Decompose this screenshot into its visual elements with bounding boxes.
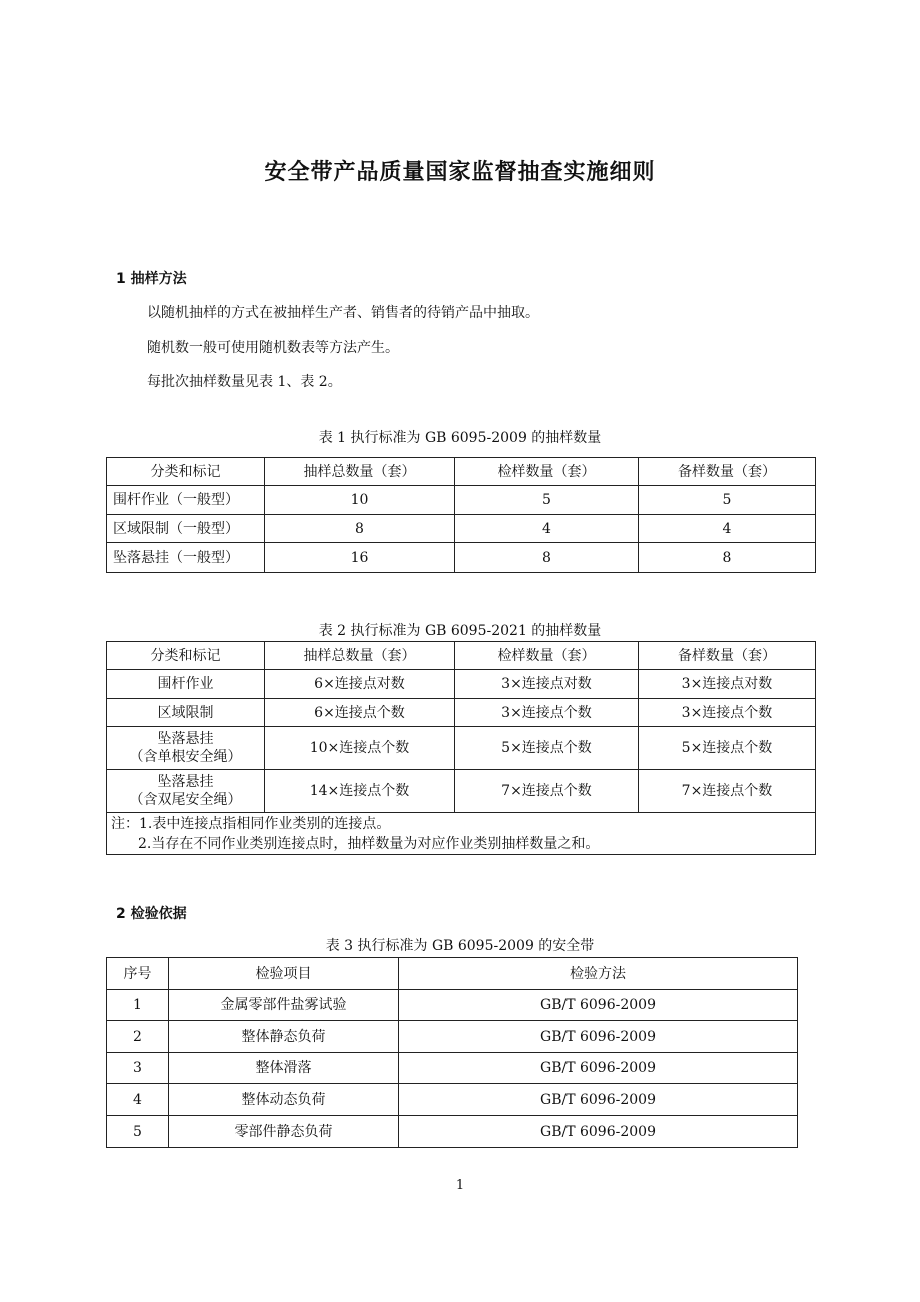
table-cell: 整体动态负荷 xyxy=(169,1084,399,1116)
table-cell: 5 xyxy=(639,486,816,515)
table-cell: 16 xyxy=(265,543,455,573)
table-1-header-test: 检样数量（套） xyxy=(455,458,639,486)
table-cell: 坠落悬挂（一般型） xyxy=(107,543,265,573)
table-row xyxy=(107,990,798,1021)
table-cell: 10×连接点个数 xyxy=(265,727,455,770)
table-1-header-category: 分类和标记 xyxy=(107,458,265,486)
table-row xyxy=(107,1053,798,1084)
note-1: 注：1.表中连接点指相同作业类别的连接点。 xyxy=(111,815,391,832)
table-row xyxy=(107,670,816,699)
document-title: 安全带产品质量国家监督抽查实施细则 xyxy=(264,160,656,185)
table-cell: 6×连接点个数 xyxy=(265,699,455,727)
table-1-caption: 表 1 执行标准为 GB 6095-2009 的抽样数量 xyxy=(318,430,602,446)
table-cell: 14×连接点个数 xyxy=(265,770,455,813)
table-cell: 5 xyxy=(455,486,639,515)
table-cell: GB/T 6096-2009 xyxy=(399,1116,798,1148)
table-cell: GB/T 6096-2009 xyxy=(399,1053,798,1084)
table-2-header-row xyxy=(107,642,816,670)
table-3-header-method: 检验方法 xyxy=(399,958,798,990)
table-cell: 围杆作业 xyxy=(107,670,265,699)
table-2-header-reserve: 备样数量（套） xyxy=(639,642,816,670)
table-cell: GB/T 6096-2009 xyxy=(399,990,798,1021)
paragraph-3: 每批次抽样数量见表 1、表 2。 xyxy=(147,374,342,390)
table-cell: 8 xyxy=(265,515,455,543)
table-3 xyxy=(106,957,798,1148)
table-cell: 零部件静态负荷 xyxy=(169,1116,399,1148)
table-cell: 5×连接点个数 xyxy=(639,727,816,770)
table-cell: GB/T 6096-2009 xyxy=(399,1021,798,1053)
table-3-header-index: 序号 xyxy=(107,958,169,990)
table-2-header-test: 检样数量（套） xyxy=(455,642,639,670)
section-1-heading: 1 抽样方法 xyxy=(116,271,187,287)
table-3-header-item: 检验项目 xyxy=(169,958,399,990)
paragraph-2: 随机数一般可使用随机数表等方法产生。 xyxy=(147,340,399,356)
table-cell xyxy=(107,727,265,770)
page-number: 1 xyxy=(455,1178,465,1193)
table-1-header-total: 抽样总数量（套） xyxy=(265,458,455,486)
table-cell: 3×连接点对数 xyxy=(455,670,639,699)
category-line-2: （含双尾安全绳） xyxy=(129,792,242,808)
table-cell: 3 xyxy=(107,1053,169,1084)
table-cell: 区域限制（一般型） xyxy=(107,515,265,543)
table-cell: 整体静态负荷 xyxy=(169,1021,399,1053)
table-cell: 2 xyxy=(107,1021,169,1053)
table-2-header-total: 抽样总数量（套） xyxy=(265,642,455,670)
table-cell: 3×连接点个数 xyxy=(639,699,816,727)
table-3-caption: 表 3 执行标准为 GB 6095-2009 的安全带 xyxy=(325,938,595,954)
category-line-2: （含单根安全绳） xyxy=(129,749,242,765)
table-row xyxy=(107,770,816,813)
table-cell: 8 xyxy=(639,543,816,573)
table-cell: 7×连接点个数 xyxy=(455,770,639,813)
paragraph-1: 以随机抽样的方式在被抽样生产者、销售者的待销产品中抽取。 xyxy=(147,305,539,321)
table-cell: 4 xyxy=(455,515,639,543)
table-1-header-reserve: 备样数量（套） xyxy=(639,458,816,486)
table-row xyxy=(107,727,816,770)
table-row xyxy=(107,486,816,515)
category-line-1: 坠落悬挂 xyxy=(157,774,214,790)
table-cell: 3×连接点个数 xyxy=(455,699,639,727)
table-cell: 3×连接点对数 xyxy=(639,670,816,699)
table-row xyxy=(107,543,816,573)
table-2 xyxy=(106,641,816,855)
table-cell: 8 xyxy=(455,543,639,573)
table-row xyxy=(107,515,816,543)
table-row xyxy=(107,1084,798,1116)
table-cell: 5 xyxy=(107,1116,169,1148)
table-row xyxy=(107,1116,798,1148)
table-cell: 1 xyxy=(107,990,169,1021)
table-3-header-row xyxy=(107,958,798,990)
table-2-caption: 表 2 执行标准为 GB 6095-2021 的抽样数量 xyxy=(318,623,602,639)
table-row xyxy=(107,699,816,727)
table-cell: GB/T 6096-2009 xyxy=(399,1084,798,1116)
table-1 xyxy=(106,457,816,573)
table-cell: 4 xyxy=(107,1084,169,1116)
table-cell: 7×连接点个数 xyxy=(639,770,816,813)
note-2: 2.当存在不同作业类别连接点时，抽样数量为对应作业类别抽样数量之和。 xyxy=(138,835,600,852)
table-1-header-row xyxy=(107,458,816,486)
table-2-header-category: 分类和标记 xyxy=(107,642,265,670)
table-cell: 10 xyxy=(265,486,455,515)
table-cell: 5×连接点个数 xyxy=(455,727,639,770)
table-row xyxy=(107,1021,798,1053)
table-cell: 区域限制 xyxy=(107,699,265,727)
section-2-heading: 2 检验依据 xyxy=(116,906,187,922)
table-cell: 6×连接点对数 xyxy=(265,670,455,699)
table-cell: 围杆作业（一般型） xyxy=(107,486,265,515)
table-cell: 4 xyxy=(639,515,816,543)
table-2-notes-row xyxy=(107,813,816,855)
table-2-notes xyxy=(107,813,816,855)
table-cell xyxy=(107,770,265,813)
category-line-1: 坠落悬挂 xyxy=(157,731,214,747)
table-cell: 金属零部件盐雾试验 xyxy=(169,990,399,1021)
table-cell: 整体滑落 xyxy=(169,1053,399,1084)
